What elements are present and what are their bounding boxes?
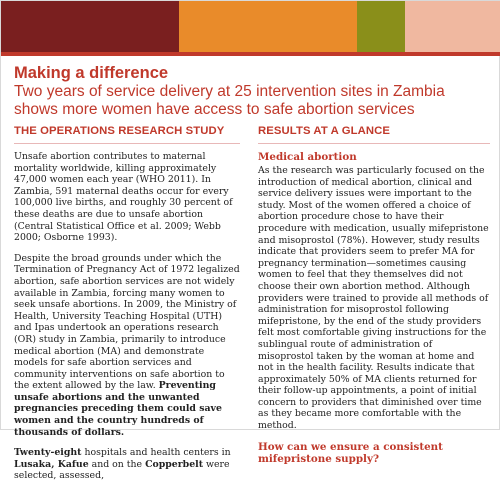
title-block [14, 64, 489, 119]
right-paragraph-1: As the research was particularly focused on the introduction of medical abortion, clinical and service delivery issues were important to the study. Most of the women offered a choice of abortion procedure chose to have their procedure with medication, usually mifepristone and misoprostol (78%). However, study results indicate that providers seem to prefer MA for pregnancy termination—sometimes causing women to feel that they themselves did not choose their own abortion method. Although providers were trained to provide all methods of administration for misoprostol following mifepristone, by the end of the study providers felt most comfortable giving instructions for the sublingual route of administration of misoprostol taken by the woman at home and not in the health facility. Results indicate that approximately 50% of MA clients returned for their follow-up appointments, a point of initial concern to providers that diminished over time as they became more comfortable with the method. [258, 165, 489, 432]
left-paragraph-2 [14, 253, 240, 439]
p3-text-3: were selected, assessed, [14, 458, 230, 482]
p3-bold-3: Copperbelt [145, 458, 204, 470]
p3-bold-1: Twenty-eight [14, 447, 82, 459]
heading-rule [14, 143, 240, 144]
left-paragraph-3 [14, 447, 240, 482]
page-title: Making a difference [14, 64, 169, 82]
banner-underline [1, 52, 500, 56]
results-heading: RESULTS AT A GLANCE [258, 125, 391, 137]
banner-segment-olive [357, 1, 405, 56]
left-paragraph-1: Unsafe abortion contributes to maternal mortality worldwide, killing approximately 47,000 women each year (WHO 2011). In Zambia, 591 maternal deaths occur for every 100,000 live births, and roughly 30 percent of these deaths are due to unsafe abortion (Central Statistical Office et al. 2009; Webb 2000; Osborne 1993). [14, 151, 233, 244]
color-banner [1, 1, 499, 56]
banner-segment-orange [179, 1, 357, 56]
p3-text-1: hospitals and health centers in [81, 447, 231, 459]
banner-segment-dark-red [1, 1, 179, 56]
right-column [258, 125, 490, 467]
banner-segment-peach [405, 1, 500, 56]
left-column [14, 125, 240, 491]
left-paragraph-2-bold: Preventing unsafe abortions and the unwanted pregnancies preceding them could save women and the country hundreds of thousands of dollars. [14, 380, 222, 438]
operations-research-heading: THE OPERATIONS RESEARCH STUDY [14, 125, 225, 137]
p3-bold-2: Lusaka, Kafue [14, 458, 89, 470]
page-subtitle: Two years of service delivery at 25 intervention sites in Zambia shows more women have access to safe abortion services [14, 83, 445, 118]
medical-abortion-subheading: Medical abortion [258, 151, 357, 163]
heading-rule [258, 143, 490, 144]
p3-text-2: and on the [88, 458, 146, 470]
left-paragraph-2-text: Despite the broad grounds under which the Termination of Pregnancy Act of 1972 legalized abortion, safe abortion services are not widely available in Zambia, forcing many women to seek unsafe abortions. In 2009, the Ministry of Health, University Teaching Hospital (UTH) and Ipas undertook an operations research (OR) study in Zambia, primarily to introduce medical abortion (MA) and demonstrate models for safe abortion services and community interventions on safe abortion to the extent allowed by the law. [14, 252, 240, 392]
mifepristone-supply-subheading: How can we ensure a consistent mifepristone supply? [258, 440, 443, 465]
